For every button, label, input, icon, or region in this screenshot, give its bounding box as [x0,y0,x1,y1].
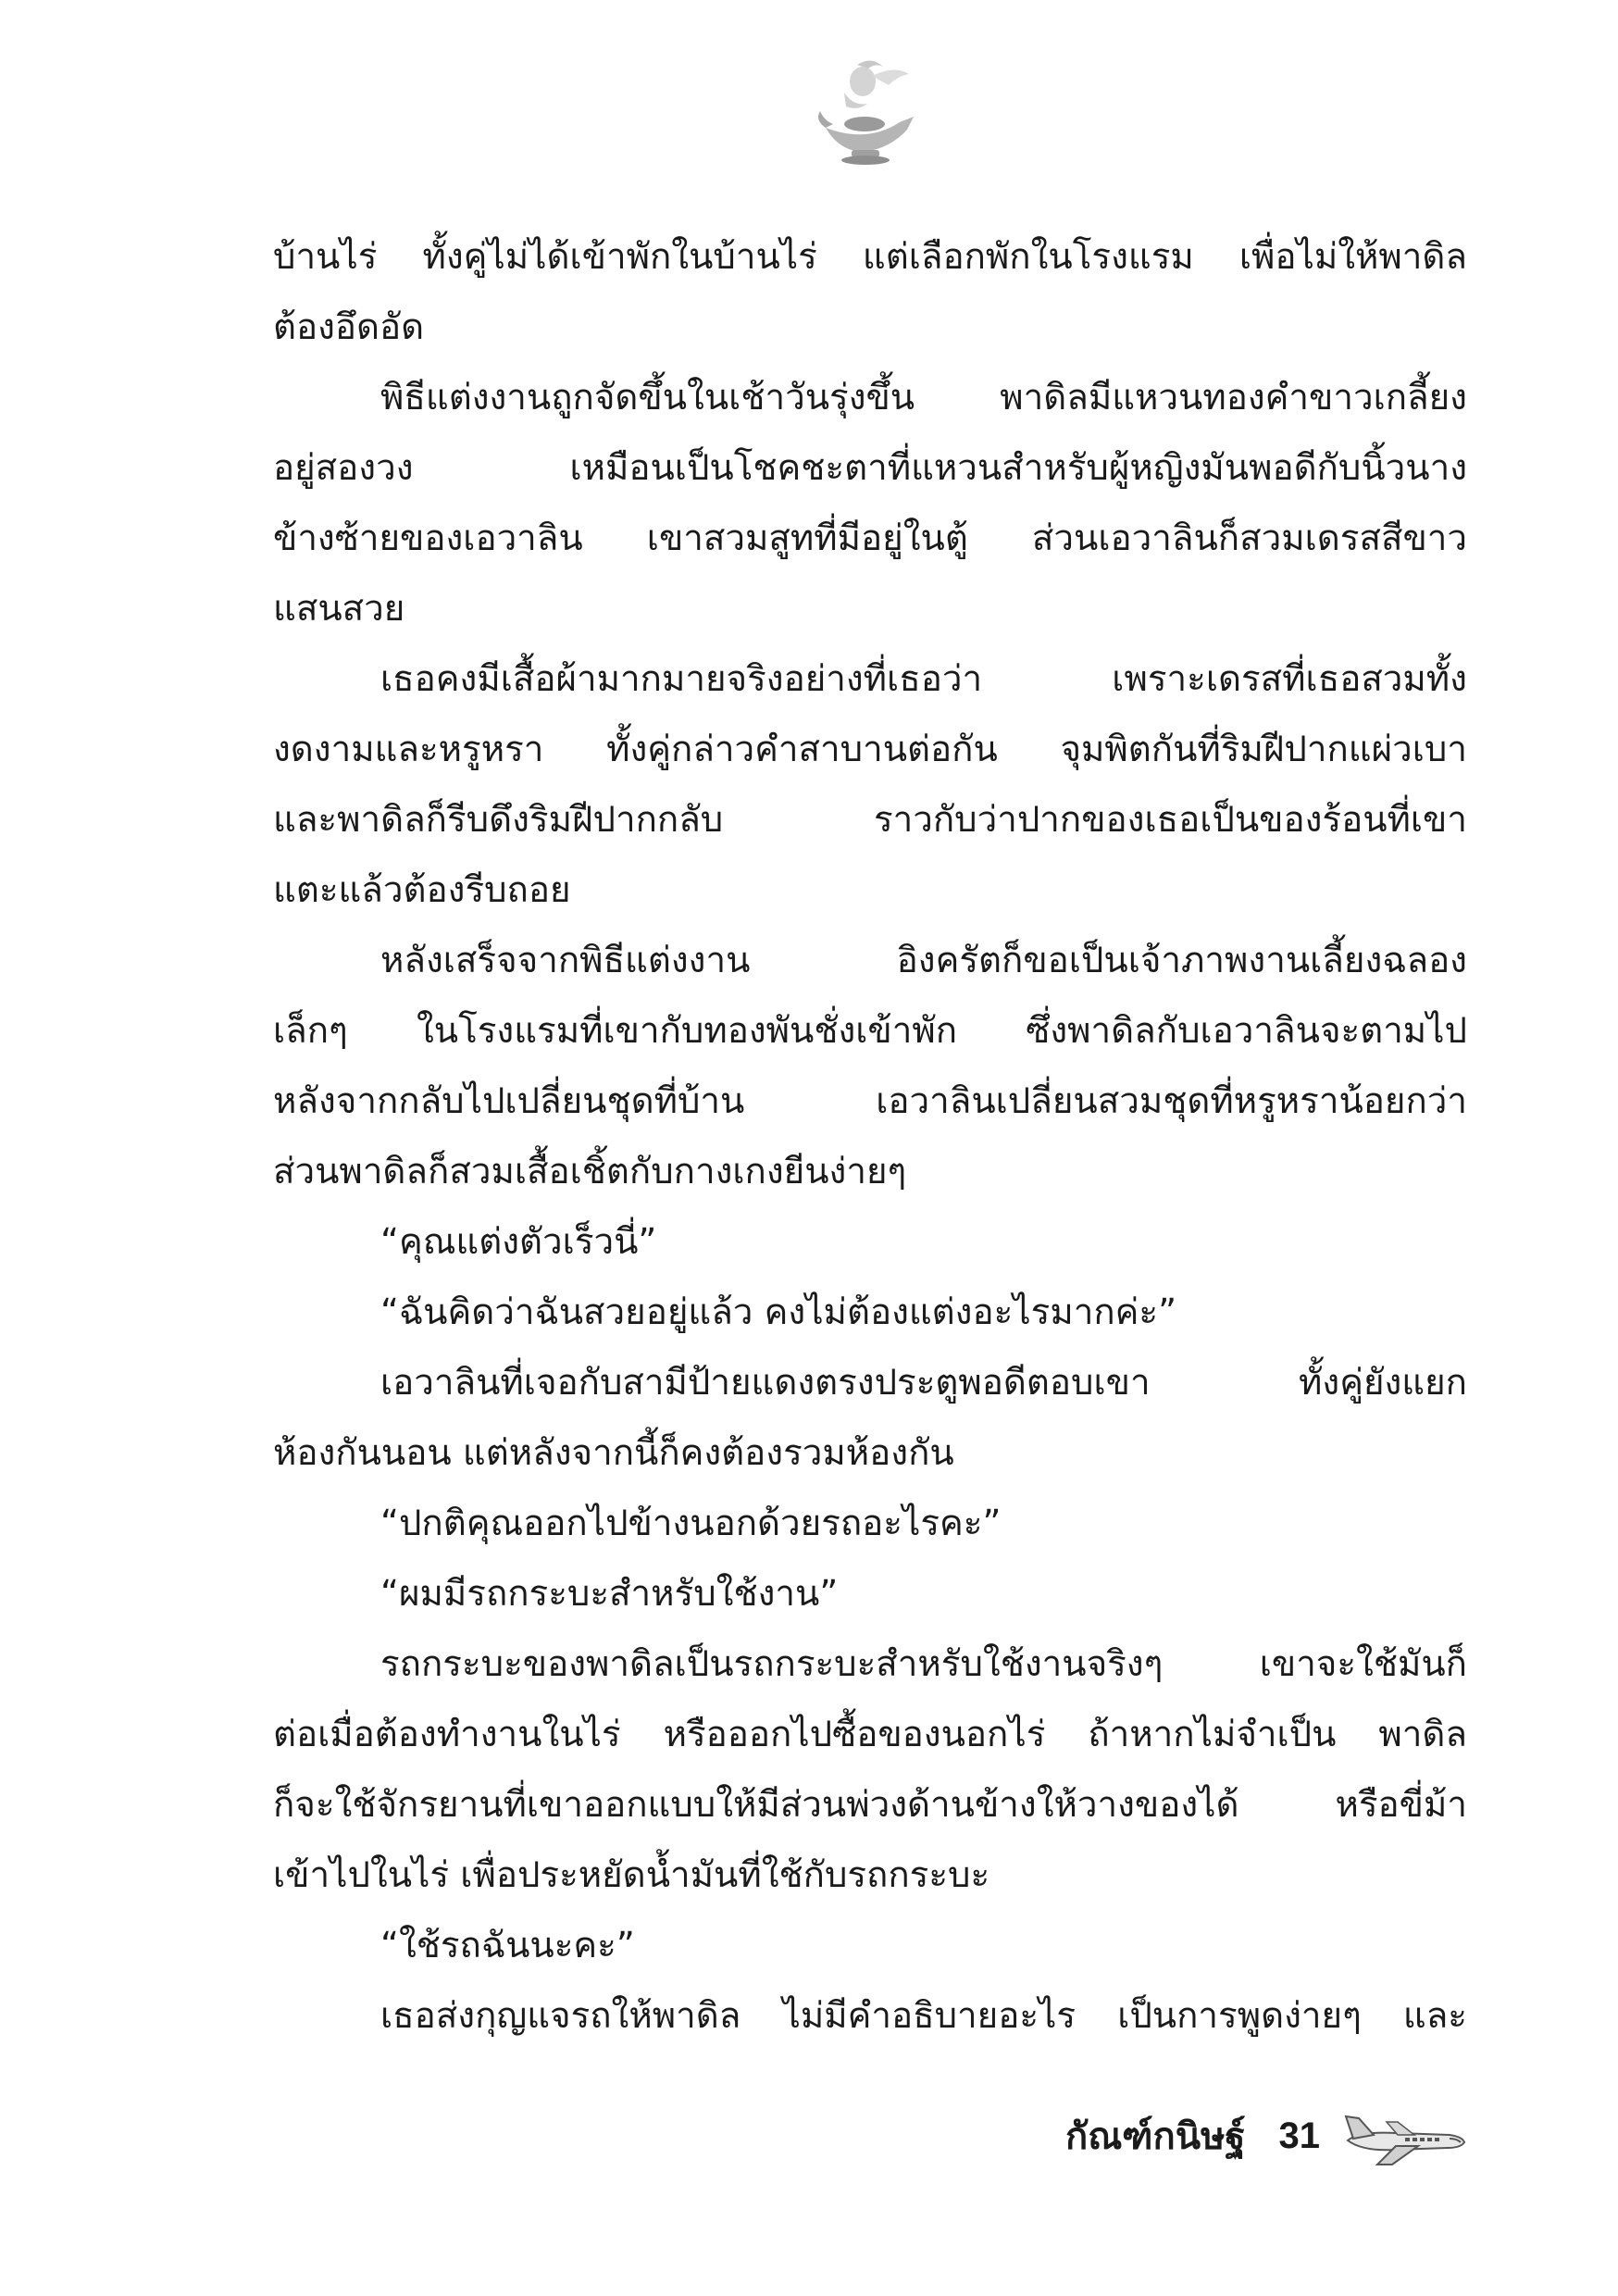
page-footer [1065,2103,1470,2168]
text-line: และพาดิลก็รีบดึงริมฝีปากกลับ ราวกับว่าปากของเธอเป็นของร้อนที่เขา [273,799,1467,841]
text-line: “ปกติคุณออกไปข้างนอกด้วยรถอะไรคะ” [380,1503,1002,1544]
text-line: พิธีแต่งงานถูกจัดขึ้นในเช้าวันรุ่งขึ้น พาดิลมีแหวนทองคำขาวเกลี้ยง [380,377,1467,418]
page-number: 31 [1278,2115,1320,2156]
text-line: หลังจากกลับไปเปลี่ยนชุดที่บ้าน เอวาลินเปลี่ยนสวมชุดที่หรูหราน้อยกว่า [273,1080,1467,1122]
text-line: บ้านไร่ ทั้งคู่ไม่ได้เข้าพักในบ้านไร่ แต่เลือกพักในโรงแรม เพื่อไม่ให้พาดิล [273,236,1467,278]
text-line: “ฉันคิดว่าฉันสวยอยู่แล้ว คงไม่ต้องแต่งอะไรมากค่ะ” [380,1292,1177,1333]
text-line: ต้องอึดอัด [273,306,425,348]
text-line: แตะแล้วต้องรีบถอย [273,869,571,911]
text-line: เธอคงมีเสื้อผ้ามากมายจริงอย่างที่เธอว่า เพราะเดรสที่เธอสวมทั้ง [380,658,1467,700]
text-line: “คุณแต่งตัวเร็วนี่” [380,1221,657,1263]
airplane-icon [1340,2103,1470,2168]
text-line: “ผมมีรถกระบะสำหรับใช้งาน” [380,1573,839,1615]
text-line: “ใช้รถฉันนะคะ” [380,1925,635,1966]
text-line: ต่อเมื่อต้องทำงานในไร่ หรือออกไปซื้อของนอกไร่ ถ้าหากไม่จำเป็น พาดิล [273,1714,1467,1755]
text-line: ก็จะใช้จักรยานที่เขาออกแบบให้มีส่วนพ่วงด้านข้างให้วางของได้ หรือขี่ม้า [273,1784,1467,1826]
book-title: กัณฑ์กนิษฐ์ [1064,2115,1246,2158]
text-line: งดงามและหรูหรา ทั้งคู่กล่าวคำสาบานต่อกัน จุมพิตกันที่ริมฝีปากแผ่วเบา [273,729,1467,770]
text-line: เล็กๆ ในโรงแรมที่เขากับทองพันชั่งเข้าพัก ซึ่งพาดิลกับเอวาลินจะตามไป [273,1010,1467,1052]
text-line: แสนสวย [273,588,405,630]
text-line: ห้องกันนอน แต่หลังจากนี้ก็คงต้องรวมห้องกัน [273,1432,954,1474]
text-line: ส่วนพาดิลก็สวมเสื้อเชิ้ตกับกางเกงยีนง่ายๆ [273,1151,907,1192]
text-line: หลังเสร็จจากพิธีแต่งงาน อิงครัตก็ขอเป็นเจ้าภาพงานเลี้ยงฉลอง [380,940,1467,981]
text-line: เอวาลินที่เจอกับสามีป้ายแดงตรงประตูพอดีตอบเขา ทั้งคู่ยังแยก [380,1362,1467,1404]
text-line: รถกระบะของพาดิลเป็นรถกระบะสำหรับใช้งานจริงๆ เขาจะใช้มันก็ [380,1643,1467,1685]
body-text [273,222,1467,2052]
text-line: ข้างซ้ายของเอวาลิน เขาสวมสูทที่มีอยู่ในตู้ ส่วนเอวาลินก็สวมเดรสสีขาว [273,518,1467,559]
text-line: เธอส่งกุญแจรถให้พาดิล ไม่มีคำอธิบายอะไร เป็นการพูดง่ายๆ และ [380,1995,1467,2037]
text-line: เข้าไปในไร่ เพื่อประหยัดน้ำมันที่ใช้กับรถกระบะ [273,1854,990,1896]
genie-lamp-ornament-icon [807,56,927,167]
text-line: อยู่สองวง เหมือนเป็นโชคชะตาที่แหวนสำหรับผู้หญิงมันพอดีกับนิ้วนาง [273,447,1467,489]
